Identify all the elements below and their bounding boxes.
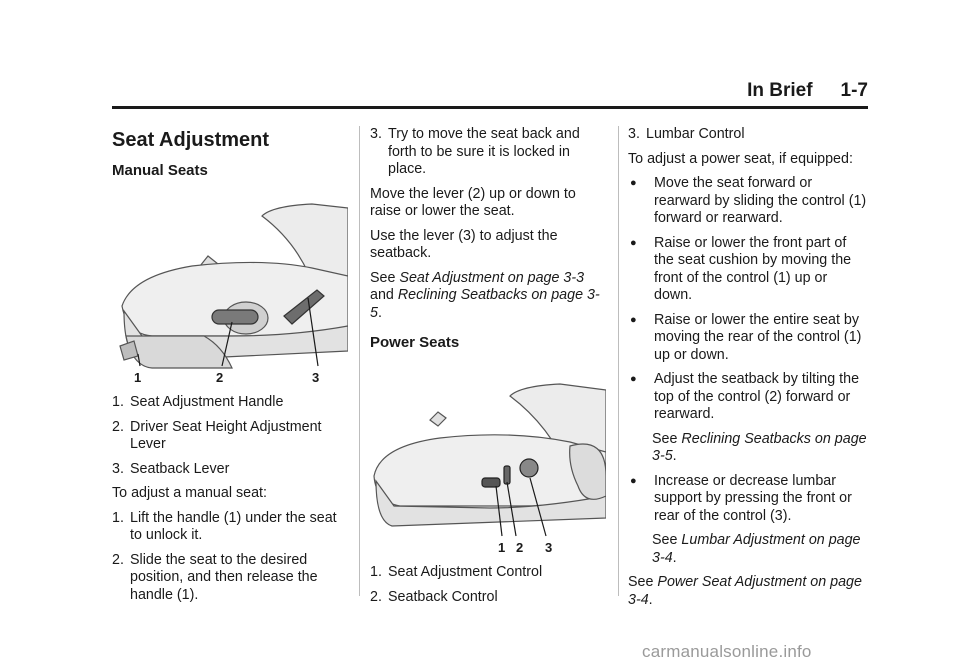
list-item: 2. Seatback Control bbox=[370, 588, 498, 605]
callout-1: 1 bbox=[498, 540, 506, 555]
paragraph: Use the lever (3) to adjust the seatback. bbox=[370, 227, 558, 261]
callout-3: 3 bbox=[545, 540, 553, 555]
reference-link[interactable]: Lumbar Adjustment on page 3-4 bbox=[652, 532, 861, 566]
list-item: 3. Seatback Lever bbox=[112, 460, 230, 477]
list-item: 1. Seat Adjustment Control bbox=[370, 564, 543, 580]
list-item: 3. Try to move the seat back and forth to be sure it is locked in place. bbox=[370, 126, 580, 177]
bullet-icon: ● bbox=[630, 236, 637, 249]
callout-2: 2 bbox=[516, 540, 524, 555]
callout-2: 2 bbox=[216, 370, 224, 385]
list-item: 1. Seat Adjustment Handle bbox=[112, 394, 284, 410]
list-item: 2. Driver Seat Height Adjustment Lever bbox=[112, 418, 322, 452]
page-number: 1-7 bbox=[840, 80, 868, 101]
watermark: carmanualsonline.info bbox=[642, 642, 812, 661]
page-header bbox=[112, 80, 868, 109]
bullet-item: ● Raise or lower the front part of the seat cushion by moving the front of the control (1) up or down. bbox=[630, 234, 852, 303]
bullet-item: ● Raise or lower the entire seat by moving the rear of the control (1) up or down. bbox=[630, 311, 862, 363]
column-1 bbox=[112, 126, 348, 611]
list-item: 3. Lumbar Control bbox=[628, 126, 745, 142]
paragraph: To adjust a power seat, if equipped: bbox=[628, 150, 853, 167]
cross-reference: See Lumbar Adjustment on page 3-4. bbox=[652, 532, 861, 566]
section-heading: Seat Adjustment bbox=[112, 129, 270, 151]
bullet-icon: ● bbox=[630, 373, 637, 385]
cross-reference: See Power Seat Adjustment on page 3-4. bbox=[628, 574, 862, 608]
bullet-item: ● Move the seat forward or rearward by sliding the control (1) forward or rearward. bbox=[630, 175, 867, 226]
bullet-item: ● Increase or decrease lumbar support by pressing the front or rear of the control (3). bbox=[630, 472, 852, 524]
paragraph: Move the lever (2) up or down to raise or lower the seat. bbox=[370, 185, 576, 219]
column-divider bbox=[359, 126, 360, 596]
cross-reference: See Seat Adjustment on page 3-3 and Reclining Seatbacks on page 3-5. bbox=[370, 269, 600, 321]
callout-3: 3 bbox=[312, 370, 320, 385]
list-item: 1. Lift the handle (1) under the seat to unlock it. bbox=[112, 509, 337, 543]
power-seat-figure bbox=[370, 356, 606, 556]
bullet-item: ● Adjust the seatback by tilting the top of the control (2) forward or rearward. bbox=[630, 371, 860, 422]
column-divider bbox=[618, 126, 619, 596]
reference-link[interactable]: Reclining Seatbacks on page 3-5 bbox=[370, 287, 600, 321]
bullet-icon: ● bbox=[630, 474, 637, 487]
column-2 bbox=[370, 126, 606, 613]
reference-link[interactable]: Power Seat Adjustment on page 3-4 bbox=[628, 574, 862, 608]
bullet-icon: ● bbox=[630, 313, 637, 326]
cross-reference: See Reclining Seatbacks on page 3-5. bbox=[652, 430, 867, 464]
paragraph: To adjust a manual seat: bbox=[112, 485, 267, 501]
manual-seats-heading: Manual Seats bbox=[112, 162, 208, 179]
column-3 bbox=[628, 126, 868, 616]
manual-seat-figure bbox=[112, 186, 348, 386]
section-title: In Brief bbox=[747, 80, 813, 101]
reference-link[interactable]: Reclining Seatbacks on page 3-5 bbox=[652, 430, 867, 464]
list-item: 2. Slide the seat to the desired position, and then release the handle (1). bbox=[112, 551, 318, 603]
callout-1: 1 bbox=[134, 370, 142, 385]
reference-link[interactable]: Seat Adjustment on page 3-3 bbox=[399, 269, 585, 286]
bullet-icon: ● bbox=[630, 177, 637, 189]
power-seats-heading: Power Seats bbox=[370, 334, 460, 351]
